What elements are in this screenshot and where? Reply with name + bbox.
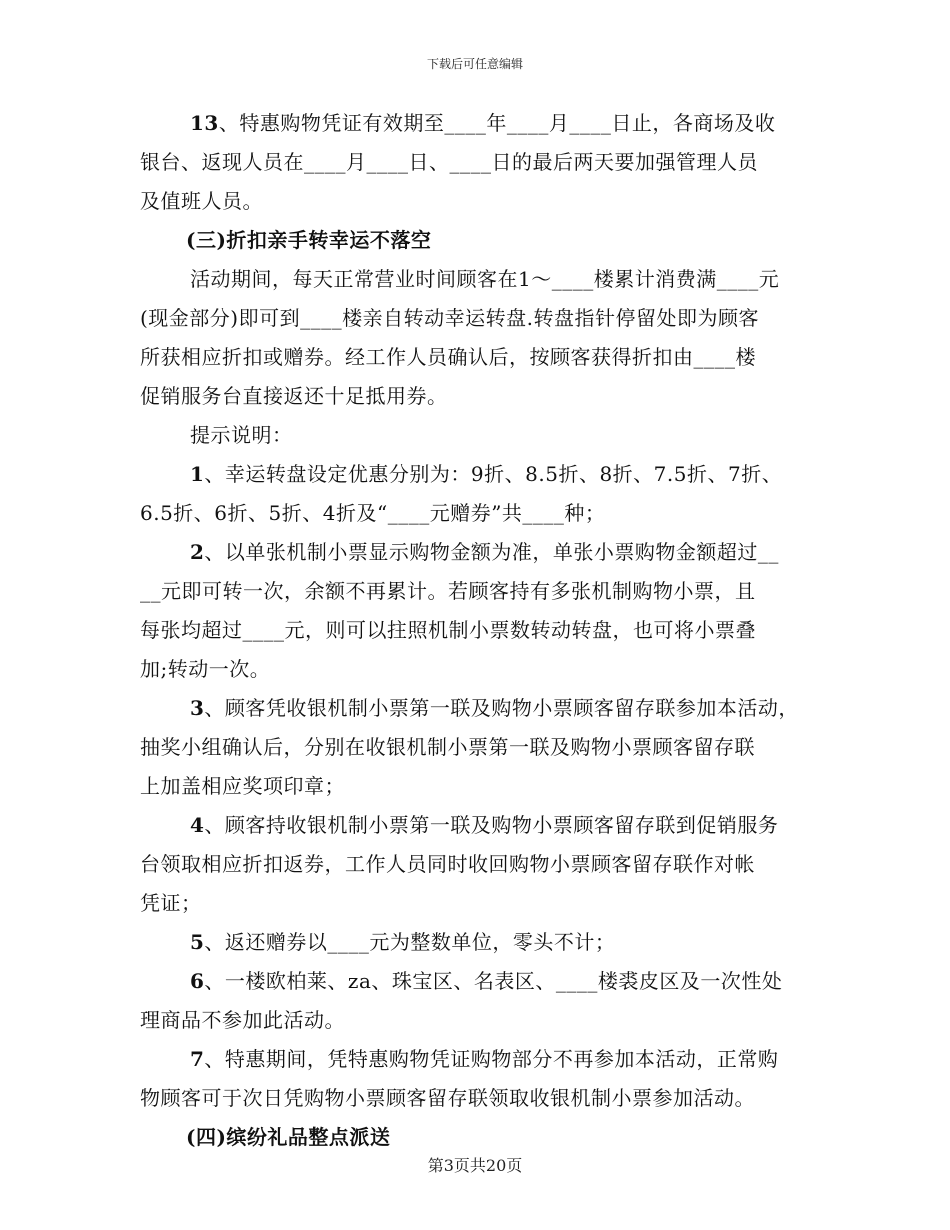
item-number: 6	[190, 969, 205, 993]
paragraph-item-5	[190, 930, 615, 954]
paragraph-item-2	[190, 540, 779, 564]
paragraph-item-6	[190, 969, 782, 993]
page-header: 下载后可任意编辑	[426, 57, 523, 71]
item-number: 2	[190, 540, 205, 564]
item-text: 、顾客凭收银机制小票第一联及购物小票顾客留存联参加本活动，	[204, 696, 799, 720]
paragraph-item-13	[190, 111, 775, 135]
item-text: 、特惠购物凭证有效期至____年____月____日止，各商场及收	[218, 111, 776, 135]
paragraph-line: 抽奖小组确认后，分别在收银机制小票第一联及购物小票顾客留存联	[140, 735, 755, 759]
paragraph-line: 银台、返现人员在____月____日、____日的最后两天要加强管理人员	[140, 150, 758, 174]
paragraph-line: 台领取相应折扣返券，工作人员同时收回购物小票顾客留存联作对帐	[140, 852, 755, 876]
section-heading-3: (三)折扣亲手转幸运不落空	[186, 228, 432, 252]
page-footer: 第3页共20页	[427, 1156, 523, 1175]
paragraph-item-4	[190, 813, 778, 837]
item-text: 、顾客持收银机制小票第一联及购物小票顾客留存联到促销服务	[204, 813, 779, 837]
item-text: 、特惠期间，凭特惠购物凭证购物部分不再参加本活动，正常购	[204, 1047, 779, 1071]
paragraph-line: 物顾客可于次日凭购物小票顾客留存联领取收银机制小票参加活动。	[140, 1086, 755, 1110]
paragraph-item-7	[190, 1047, 778, 1071]
paragraph-line: (现金部分)即可到____楼亲自转动幸运转盘.转盘指针停留处即为顾客	[140, 306, 759, 330]
paragraph-line: 凭证；	[140, 891, 202, 915]
paragraph-line: 所获相应折扣或赠券。经工作人员确认后，按顾客获得折扣由____楼	[140, 345, 756, 369]
item-number: 3	[190, 696, 205, 720]
paragraph-line: 6.5折、6折、5折、4折及“____元赠券”共____种；	[140, 501, 606, 525]
item-number: 7	[190, 1047, 205, 1071]
item-text: 、返还赠券以____元为整数单位，零头不计；	[204, 930, 616, 954]
paragraph-item-3	[190, 696, 799, 720]
paragraph-line: 及值班人员。	[140, 189, 263, 213]
item-text: 、幸运转盘设定优惠分别为：9折、8.5折、8折、7.5折、7折、	[204, 462, 783, 486]
item-number: 4	[190, 813, 205, 837]
paragraph-line: 每张均超过____元，则可以拄照机制小票数转动转盘，也可将小票叠	[140, 618, 756, 642]
paragraph-line: 活动期间，每天正常营业时间顾客在1～____楼累计消费满____元	[190, 267, 780, 291]
hint-title: 提示说明：	[190, 423, 293, 447]
paragraph-line: 加;转动一次。	[140, 657, 271, 681]
paragraph-line: 促销服务台直接返还十足抵用券。	[140, 384, 448, 408]
paragraph-line: 上加盖相应奖项印章；	[140, 774, 345, 798]
paragraph-item-1	[190, 462, 782, 486]
item-text: 、以单张机制小票显示购物金额为准，单张小票购物金额超过__	[204, 540, 779, 564]
section-heading-4: (四)缤纷礼品整点派送	[186, 1125, 391, 1149]
item-number: 1	[190, 462, 205, 486]
paragraph-line: 理商品不参加此活动。	[140, 1008, 345, 1032]
item-number: 13	[190, 111, 219, 135]
item-text: 、一楼欧柏莱、za、珠宝区、名表区、____楼裘皮区及一次性处	[204, 969, 783, 993]
paragraph-line: __元即可转一次，余额不再累计。若顾客持有多张机制购物小票，且	[140, 579, 756, 603]
item-number: 5	[190, 930, 205, 954]
